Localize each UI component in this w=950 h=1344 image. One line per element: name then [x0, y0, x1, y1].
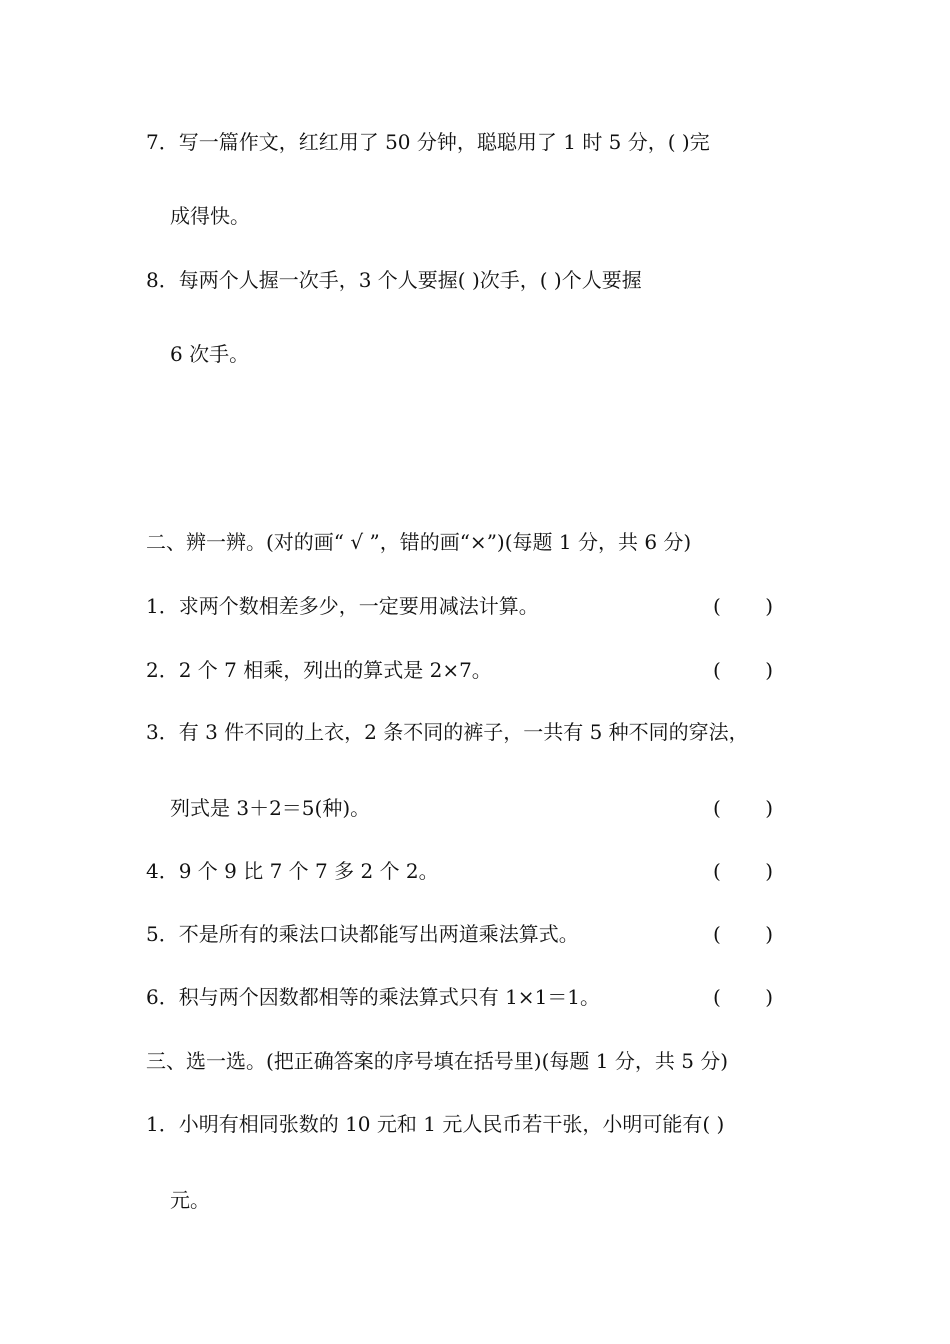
judge-item-5: 5．不是所有的乘法口诀都能写出两道乘法算式。: [146, 922, 579, 946]
judge-item-2-paren[interactable]: ( ): [713, 658, 774, 682]
q7-line1: 7．写一篇作文，红红用了 50 分钟，聪聪用了 1 时 5 分，( )完: [146, 130, 710, 154]
q8-line2: 6 次手。: [170, 342, 250, 366]
judge-item-3: 3．有 3 件不同的上衣，2 条不同的裤子，一共有 5 种不同的穿法，: [146, 720, 749, 744]
judge-item-6-paren[interactable]: ( ): [713, 985, 774, 1009]
choice-q1-line1: 1．小明有相同张数的 10 元和 1 元人民币若干张，小明可能有( ): [146, 1112, 725, 1136]
judge-item-3-cont: 列式是 3＋2＝5(种)。: [170, 796, 371, 820]
judge-item-4-paren[interactable]: ( ): [713, 859, 774, 883]
judge-item-4: 4．9 个 9 比 7 个 7 多 2 个 2。: [146, 859, 439, 883]
judge-item-6: 6．积与两个因数都相等的乘法算式只有 1×1＝1。: [146, 985, 601, 1009]
judge-item-1: 1．求两个数相差多少，一定要用减法计算。: [146, 594, 539, 618]
judge-item-3-paren[interactable]: ( ): [713, 796, 774, 820]
judge-item-1-paren[interactable]: ( ): [713, 594, 774, 618]
section2-heading: 二、辨一辨。(对的画“ √ ”，错的画“×”)(每题 1 分，共 6 分): [146, 530, 692, 554]
choice-q1-line2: 元。: [170, 1188, 210, 1212]
q8-line1: 8．每两个人握一次手，3 个人要握( )次手，( )个人要握: [146, 268, 642, 292]
q7-line2: 成得快。: [170, 204, 250, 228]
section3-heading: 三、选一选。(把正确答案的序号填在括号里)(每题 1 分，共 5 分): [146, 1049, 729, 1073]
judge-item-5-paren[interactable]: ( ): [713, 922, 774, 946]
judge-item-2: 2．2 个 7 相乘，列出的算式是 2×7。: [146, 658, 492, 682]
